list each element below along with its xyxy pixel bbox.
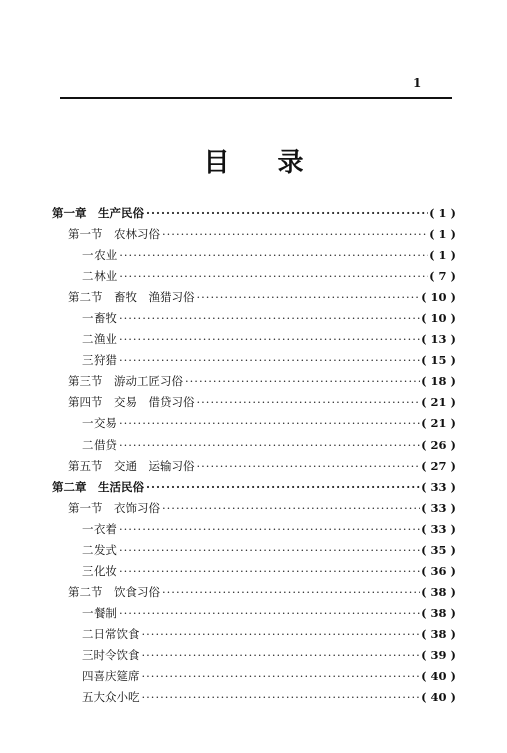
toc-entry-item[interactable] [52,666,456,687]
toc-dot-leader [197,392,421,413]
toc-entry-title: 交通 运输习俗 [114,458,195,473]
toc-entry-title: 交易 [93,416,117,431]
toc-entry-item[interactable] [52,245,456,266]
toc-dot-leader [142,645,421,666]
toc-heading-char-2: 录 [277,148,304,178]
toc-entry-number: 第一章 [52,206,87,220]
toc-dot-leader [162,498,420,519]
toc-entry-page: ( 26 ) [421,437,456,452]
toc-entry-page: ( 35 ) [421,542,456,557]
toc-entry-chapter[interactable] [52,203,456,224]
toc-dot-leader [146,477,420,498]
toc-entry-number: 一 [82,248,94,263]
toc-entry-title: 林业 [94,269,118,284]
toc-dot-leader [119,435,420,456]
toc-dot-leader [197,287,421,308]
header-rule [60,97,452,99]
toc-entry-title: 畜牧 渔猎习俗 [114,290,195,305]
toc-entry-number: 二 [82,542,94,557]
toc-entry-section[interactable] [52,224,456,245]
toc-entry-page: ( 21 ) [421,395,456,410]
toc-entry-item[interactable] [52,266,456,287]
toc-entry-number: 三 [82,563,94,578]
toc-entry-gap [103,287,115,308]
toc-entry-title: 生活民俗 [98,479,144,494]
toc-entry-title: 农业 [94,248,118,263]
toc-entry-page: ( 18 ) [421,374,456,389]
toc-dot-leader [119,245,428,266]
toc-entry-item[interactable] [52,561,456,582]
toc-dot-leader [119,519,420,540]
toc-entry-title: 游动工匠习俗 [114,374,183,389]
toc-entry-page: ( 36 ) [421,563,456,578]
toc-entry-gap [103,371,115,392]
toc-entry-page: ( 39 ) [421,647,456,662]
toc-dot-leader [146,203,428,224]
toc-entry-page: ( 15 ) [421,353,456,368]
toc-entry-title: 衣饰习俗 [114,500,160,515]
toc-entry-item[interactable] [52,645,456,666]
toc-entry-section[interactable] [52,456,456,477]
toc-entry-section[interactable] [52,498,456,519]
toc-entry-number: 第二节 [68,290,103,305]
toc-entry-section[interactable] [52,392,456,413]
toc-entry-page: ( 33 ) [421,521,456,536]
toc-dot-leader [162,582,420,603]
toc-entry-title: 时令饮食 [93,647,140,662]
toc-entry-section[interactable] [52,582,456,603]
toc-entry-gap [87,477,99,498]
toc-entry-item[interactable] [52,308,456,329]
toc-entry-gap [103,582,115,603]
toc-heading-char-1: 目 [203,148,230,178]
toc-entry-title: 交易 借贷习俗 [114,395,195,410]
toc-heading [0,142,507,179]
toc-entry-number: 一 [82,311,94,326]
toc-entry-page: ( 1 ) [429,227,456,242]
toc-dot-leader [119,308,420,329]
toc-entry-item[interactable] [52,687,456,708]
toc-dot-leader [142,666,421,687]
toc-entry-page: ( 33 ) [421,500,456,515]
toc-dot-leader [142,687,421,708]
page-number: 1 [413,76,422,90]
toc-entry-gap [103,224,115,245]
toc-entry-number: 二 [82,437,94,452]
toc-entry-item[interactable] [52,519,456,540]
toc-entry-number: 第三节 [68,374,103,389]
toc-entry-page: ( 13 ) [421,332,456,347]
toc-entry-title: 喜庆筵席 [93,669,140,684]
toc-entry-title: 畜牧 [93,311,117,326]
toc-entry-title: 饮食习俗 [114,584,160,599]
toc-dot-leader [119,266,428,287]
toc-entry-chapter[interactable] [52,477,456,498]
toc-entry-title: 衣着 [93,521,117,536]
toc-entry-number: 一 [82,416,94,431]
toc-entry-number: 二 [82,269,94,284]
toc-entry-number: 第二节 [68,584,103,599]
toc-entry-gap [103,498,115,519]
toc-entry-item[interactable] [52,413,456,434]
toc-entry-number: 二 [82,332,94,347]
toc-dot-leader [119,350,420,371]
toc-entry-number: 五 [82,690,94,705]
toc-entry-page: ( 38 ) [421,605,456,620]
toc-entry-number: 第五节 [68,458,103,473]
toc-entry-item[interactable] [52,350,456,371]
toc-entry-number: 一 [82,521,94,536]
toc-entry-number: 三 [82,353,94,368]
toc-entry-number: 一 [82,605,94,620]
toc-entry-title: 借贷 [93,437,117,452]
table-of-contents [52,203,456,708]
toc-entry-section[interactable] [52,287,456,308]
toc-entry-title: 餐制 [93,605,117,620]
toc-dot-leader [119,329,420,350]
toc-entry-item[interactable] [52,624,456,645]
toc-entry-item[interactable] [52,603,456,624]
toc-entry-page: ( 38 ) [421,584,456,599]
toc-entry-title: 生产民俗 [98,206,144,220]
toc-entry-page: ( 7 ) [429,269,456,284]
toc-entry-page: ( 1 ) [429,206,456,220]
toc-entry-title: 狩猎 [93,353,117,368]
toc-entry-page: ( 1 ) [429,248,456,263]
toc-entry-page: ( 27 ) [421,458,456,473]
toc-entry-page: ( 33 ) [421,479,456,494]
toc-entry-gap [87,203,99,224]
toc-entry-title: 渔业 [93,332,117,347]
toc-entry-title: 化妆 [93,563,117,578]
toc-entry-item[interactable] [52,329,456,350]
toc-dot-leader [119,561,420,582]
toc-dot-leader [142,624,421,645]
toc-entry-gap [103,456,115,477]
toc-dot-leader [119,603,420,624]
toc-entry-title: 发式 [93,542,117,557]
toc-entry-section[interactable] [52,371,456,392]
toc-entry-title: 农林习俗 [114,227,160,242]
toc-entry-page: ( 38 ) [421,626,456,641]
toc-entry-title: 日常饮食 [93,626,140,641]
toc-entry-page: ( 10 ) [421,311,456,326]
toc-entry-gap [103,392,115,413]
toc-entry-page: ( 40 ) [421,690,456,705]
toc-entry-page: ( 10 ) [421,290,456,305]
toc-dot-leader [119,540,420,561]
toc-entry-title: 大众小吃 [93,690,140,705]
toc-entry-number: 第一节 [68,500,103,515]
toc-entry-number: 第四节 [68,395,103,410]
toc-entry-number: 四 [82,669,94,684]
toc-dot-leader [197,456,421,477]
toc-entry-number: 第二章 [52,479,87,494]
toc-entry-number: 第一节 [68,227,103,242]
toc-dot-leader [119,413,420,434]
toc-entry-page: ( 21 ) [421,416,456,431]
toc-entry-number: 三 [82,647,94,662]
toc-entry-number: 二 [82,626,94,641]
toc-dot-leader [185,371,420,392]
toc-dot-leader [162,224,428,245]
toc-entry-page: ( 40 ) [421,669,456,684]
toc-entry-item[interactable] [52,540,456,561]
toc-entry-item[interactable] [52,435,456,456]
